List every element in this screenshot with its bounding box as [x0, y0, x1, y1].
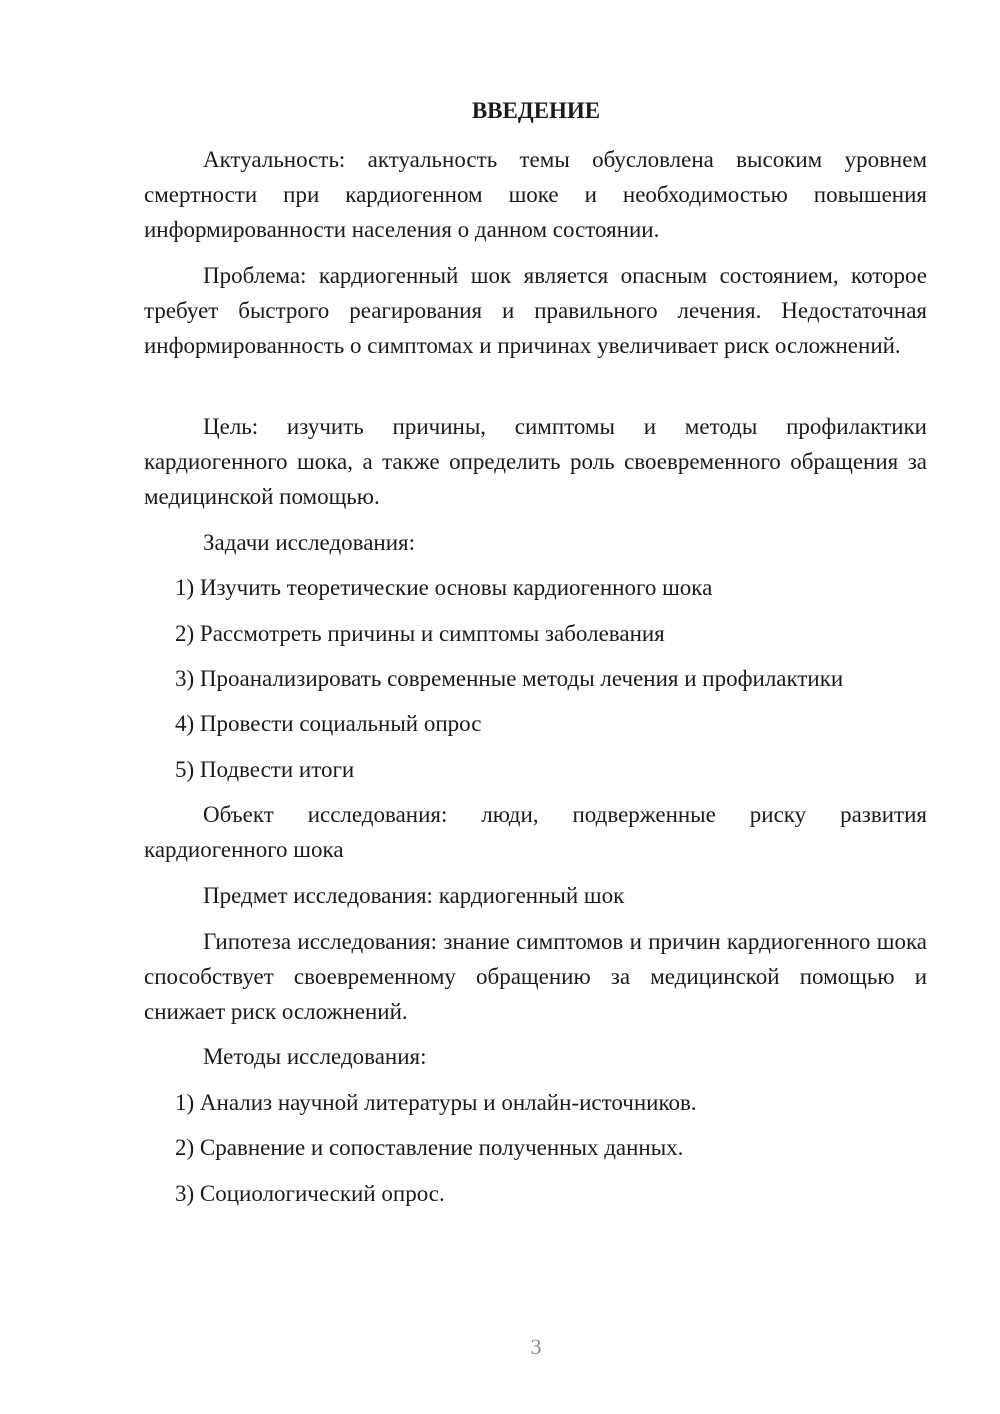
task-item: 1) Изучить теоретические основы кардиогенного шока [175, 575, 713, 600]
tasks-heading: Задачи исследования: [203, 530, 416, 555]
goal-paragraph: Цель: изучить причины, симптомы и методы профилактики кардиогенного шока, а также определить роль своевременного обращения за медицинской помощью. [144, 414, 927, 509]
method-item: 2) Сравнение и сопоставление полученных данных. [175, 1135, 684, 1160]
hypothesis-paragraph: Гипотеза исследования: знание симптомов и причин кардиогенного шока способствует своевременному обращению за медицинской помощью и снижает риск осложнений. [144, 929, 927, 1024]
page-number: 3 [530, 1334, 542, 1359]
task-item: 3) Проанализировать современные методы лечения и профилактики [175, 666, 844, 691]
methods-heading: Методы исследования: [203, 1044, 427, 1069]
method-item: 1) Анализ научной литературы и онлайн-источников. [175, 1090, 697, 1115]
task-item: 2) Рассмотреть причины и симптомы заболевания [175, 621, 665, 646]
object-paragraph: Объект исследования: люди, подверженные риску развития кардиогенного шока [144, 802, 927, 862]
subject-paragraph: Предмет исследования: кардиогенный шок [203, 883, 625, 908]
page-title: ВВЕДЕНИЕ [471, 98, 601, 123]
problem-paragraph: Проблема: кардиогенный шок является опасным состоянием, которое требует быстрого реагирования и правильного лечения. Недостаточная информированность о симптомах и причинах увеличивает риск осложнений. [144, 263, 927, 358]
method-item: 3) Социологический опрос. [175, 1181, 445, 1206]
task-item: 5) Подвести итоги [175, 757, 355, 782]
relevance-paragraph: Актуальность: актуальность темы обусловлена высоким уровнем смертности при кардиогенном шоке и необходимостью повышения информированности населения о данном состоянии. [144, 147, 927, 242]
task-item: 4) Провести социальный опрос [175, 711, 482, 736]
